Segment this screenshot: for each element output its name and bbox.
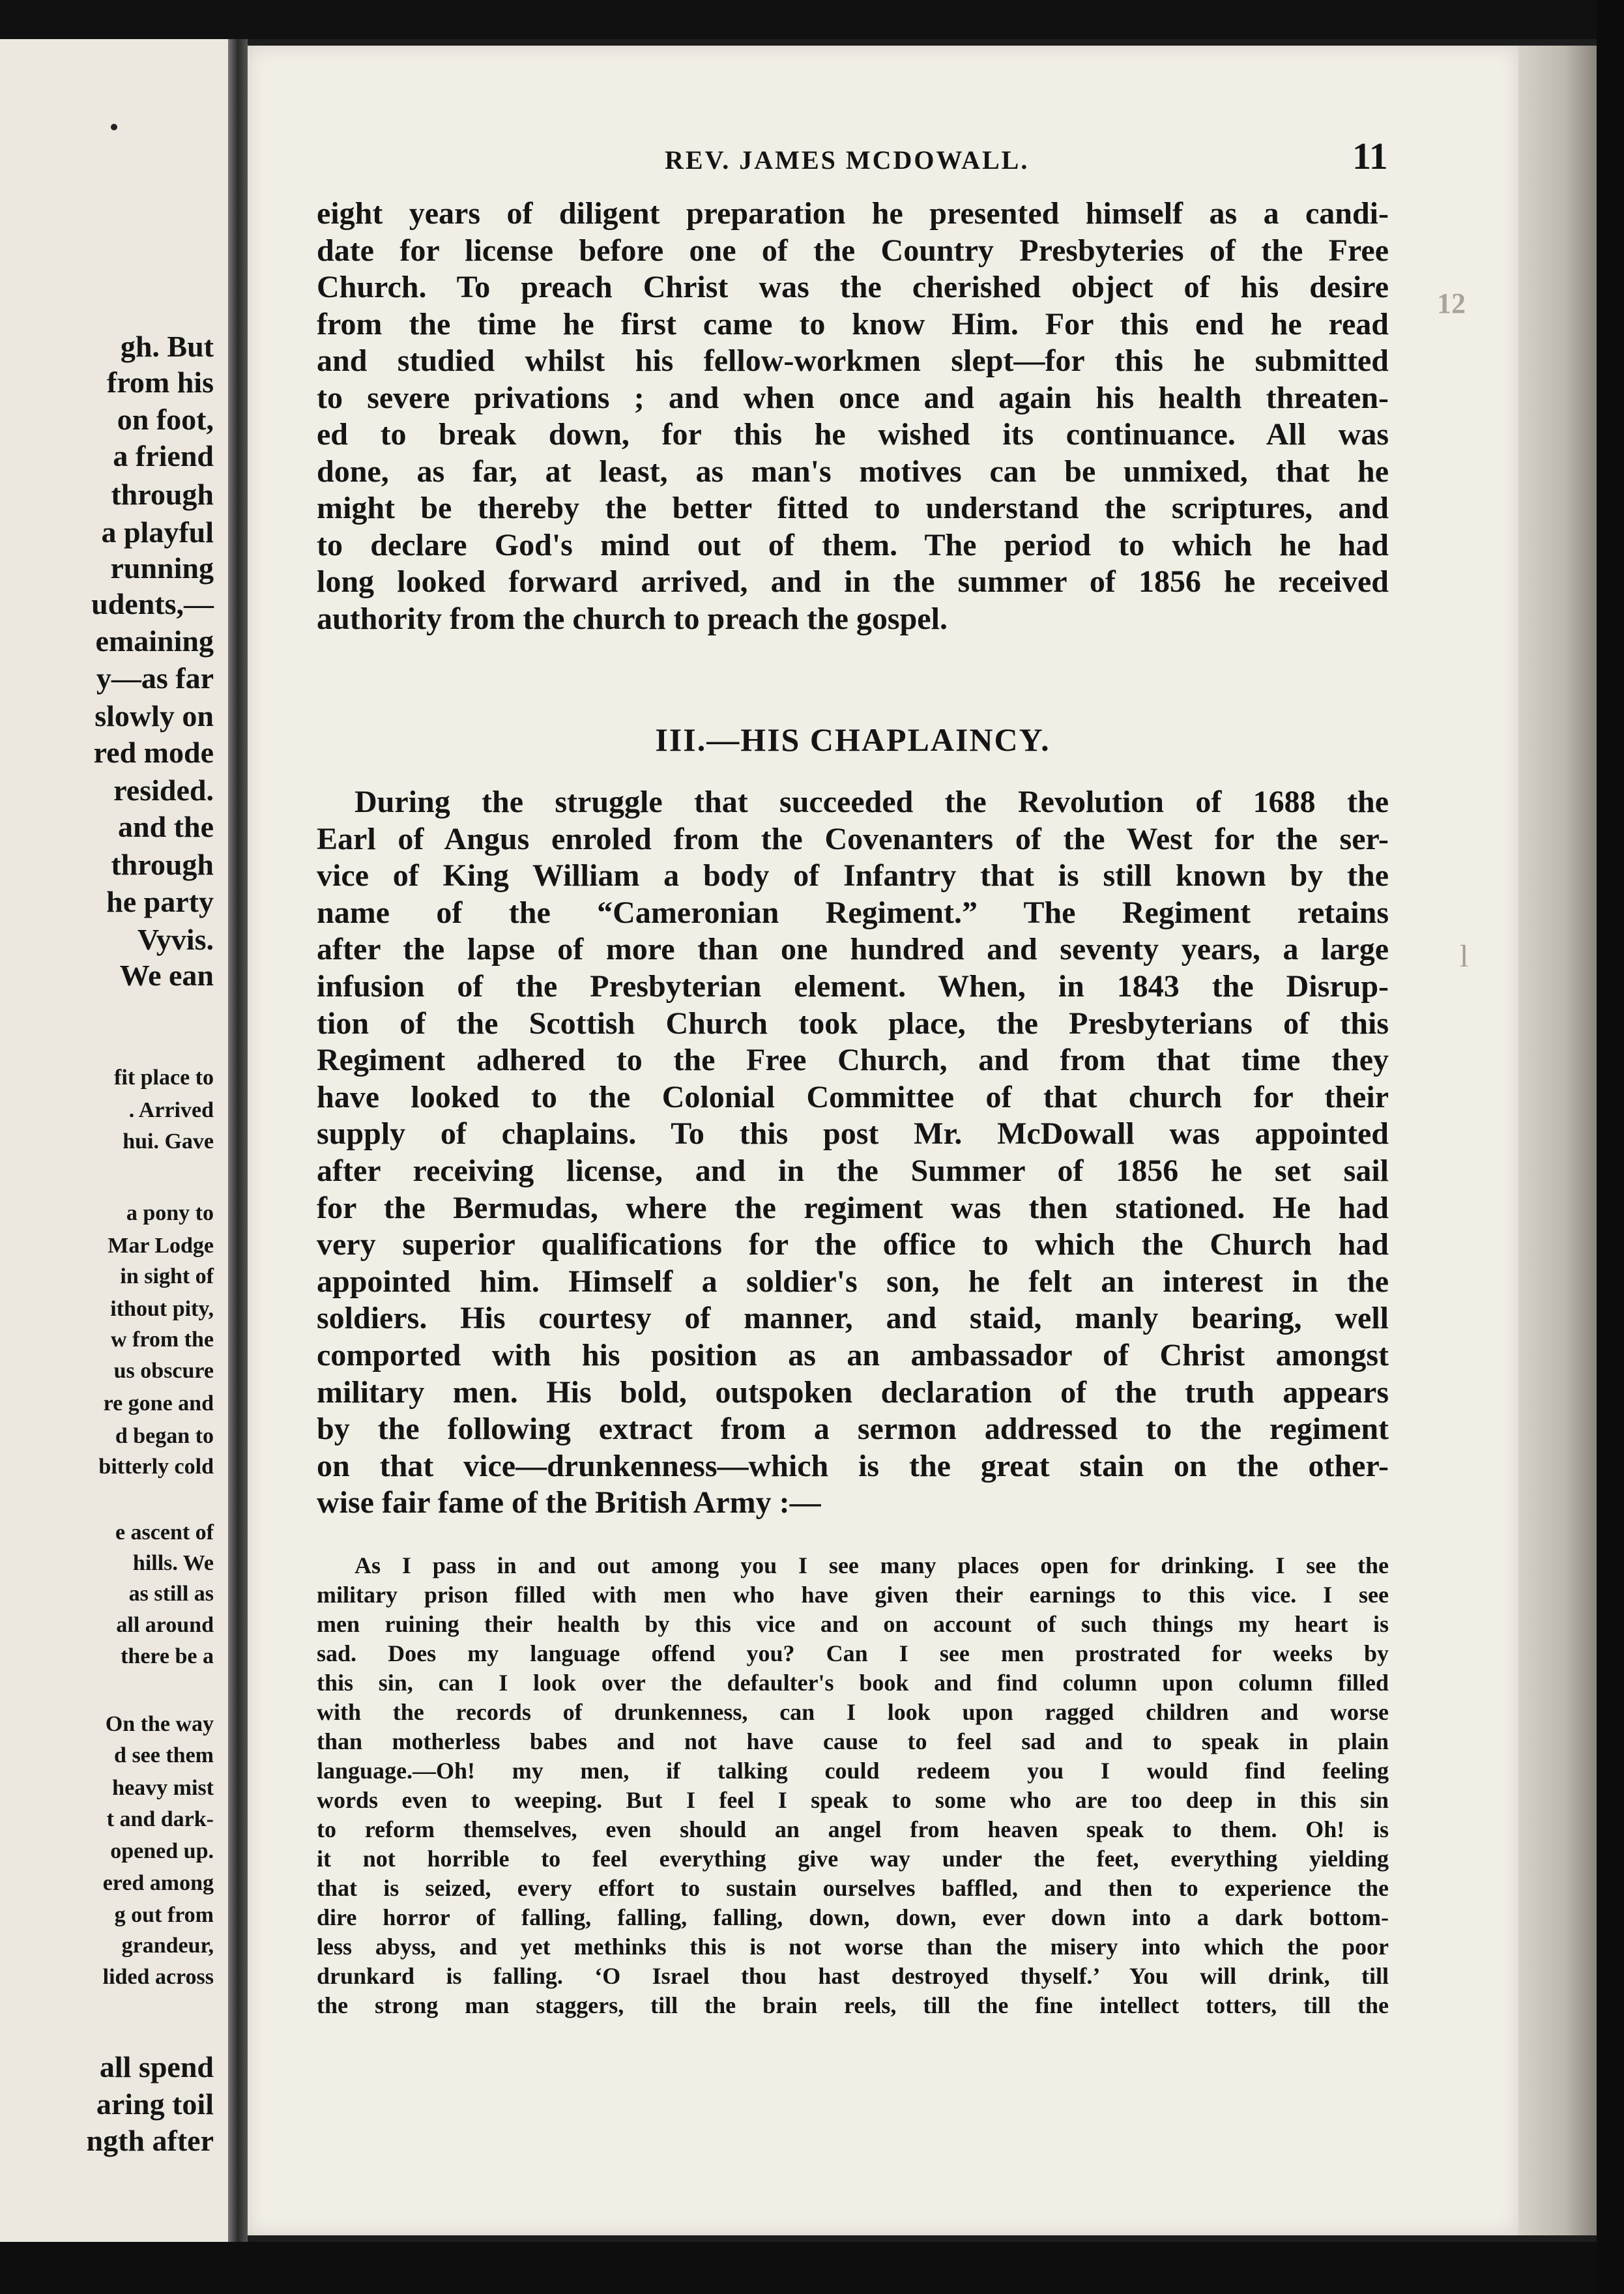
quote-line: the strong man staggers, till the brain reels, till the fine intellect totters, till the xyxy=(317,1992,1389,2018)
text-line: to severe privations ; and when once and again his health threaten- xyxy=(317,380,1389,415)
text-line: date for license before one of the Country Presbyteries of the Free xyxy=(317,233,1389,268)
previous-page-line: ithout pity, xyxy=(110,1297,214,1321)
quote-line: with the records of drunkenness, can I look upon ragged children and worse xyxy=(317,1699,1389,1725)
intro-paragraph xyxy=(317,196,1389,637)
quote-line: less abyss, and yet methinks this is not worse than the misery into which the poor xyxy=(317,1934,1389,1960)
previous-page-line: he party xyxy=(106,885,214,918)
text-line: long looked forward arrived, and in the summer of 1856 he received xyxy=(317,564,1389,599)
previous-page-line: hills. We xyxy=(132,1551,214,1575)
previous-page-line: d began to xyxy=(115,1424,214,1448)
previous-page-line: ered among xyxy=(102,1871,214,1895)
quote-line: dire horror of falling, falling, falling, down, down, ever down into a dark bottom- xyxy=(317,1904,1389,1930)
text-line: eight years of diligent preparation he presented himself as a candi- xyxy=(317,196,1389,231)
previous-page-line: us obscure xyxy=(113,1359,214,1383)
text-line: authority from the church to preach the gospel. xyxy=(317,601,948,636)
page-edge xyxy=(1518,46,1597,2235)
text-line: Church. To preach Christ was the cherished object of his desire xyxy=(317,270,1389,304)
text-line: military men. His bold, outspoken declaration of the truth appears xyxy=(317,1374,1389,1410)
previous-page-line: in sight of xyxy=(120,1264,214,1288)
quote-line: it not horrible to feel everything give way under the feet, everything yielding xyxy=(317,1846,1389,1872)
previous-page-line: Vyvis. xyxy=(137,923,214,956)
text-line: from the time he first came to know Him. For this end he read xyxy=(317,306,1389,341)
previous-page-line: re gone and xyxy=(103,1391,214,1416)
previous-page-line: grandeur, xyxy=(121,1934,214,1958)
running-head: REV. JAMES MCDOWALL. xyxy=(665,145,1030,175)
bleed-through-number: 12 xyxy=(1437,287,1466,319)
quote-line: drunkard is falling. ‘O Israel thou hast destroyed thyself.’ You will drink, till xyxy=(317,1963,1389,1989)
previous-page-line: a pony to xyxy=(126,1201,214,1225)
chaplaincy-paragraph xyxy=(317,784,1389,1522)
previous-page-line: through xyxy=(111,848,214,881)
previous-page-line: opened up. xyxy=(110,1839,214,1863)
text-line: and studied whilst his fellow-workmen slept—for this he submitted xyxy=(317,343,1389,378)
quote-line: this sin, can I look over the defaulter's book and find column upon column filled xyxy=(317,1670,1389,1696)
previous-page-line: . Arrived xyxy=(128,1098,214,1122)
text-line: tion of the Scottish Church took place, the Presbyterians of this xyxy=(317,1006,1389,1041)
text-line: after the lapse of more than one hundred and seventy years, a large xyxy=(317,932,1389,967)
previous-page-line: hui. Gave xyxy=(123,1129,214,1154)
text-line: have looked to the Colonial Committee of that church for their xyxy=(317,1079,1389,1114)
text-line: During the struggle that succeeded the Revolution of 1688 the xyxy=(355,785,1389,819)
quote-line: men ruining their health by this vice and on account of such things my heart is xyxy=(317,1611,1389,1637)
previous-page-line: and the xyxy=(118,810,214,843)
previous-page-line: on foot, xyxy=(117,403,214,436)
quote-line: to reform themselves, even should an angel from heaven speak to them. Oh! is xyxy=(317,1816,1389,1842)
previous-page-line: through xyxy=(111,478,214,511)
text-line: Earl of Angus enroled from the Covenanters of the West for the ser- xyxy=(317,821,1389,856)
text-line: done, as far, at least, as man's motives can be unmixed, that he xyxy=(317,454,1389,489)
previous-page-line: red mode xyxy=(93,736,214,769)
previous-page-line: a playful xyxy=(101,515,214,549)
previous-page-line: t and dark- xyxy=(106,1807,214,1831)
previous-page-line: resided. xyxy=(113,774,214,807)
text-line: supply of chaplains. To this post Mr. McDowall was appointed xyxy=(317,1116,1389,1152)
quote-line: that is seized, every effort to sustain ourselves baffled, and then to experience the xyxy=(317,1875,1389,1901)
quote-line: words even to weeping. But I feel I speak to some who are too deep in this sin xyxy=(317,1787,1389,1813)
text-line: on that vice—drunkenness—which is the great stain on the other- xyxy=(317,1448,1389,1483)
previous-page-line: gh. But xyxy=(120,330,214,363)
previous-page-line: fit place to xyxy=(114,1066,214,1090)
text-line: very superior qualifications for the office to which the Church had xyxy=(317,1227,1389,1262)
previous-page-line: heavy mist xyxy=(112,1776,214,1800)
section-heading: III.—HIS CHAPLAINCY. xyxy=(655,721,1051,758)
previous-page-line: all spend xyxy=(99,2050,214,2083)
text-line: appointed him. Himself a soldier's son, he felt an interest in the xyxy=(317,1264,1389,1299)
previous-page-line: udents,— xyxy=(91,587,214,620)
previous-page-line: On the way xyxy=(105,1712,214,1736)
quote-line: than motherless babes and not have cause to feel sad and to speak in plain xyxy=(317,1728,1389,1754)
previous-page-line: running xyxy=(110,551,214,585)
quote-line: sad. Does my language offend you? Can I see men prostrated for weeks by xyxy=(317,1640,1389,1666)
previous-page-line: bitterly cold xyxy=(98,1455,214,1479)
previous-page-line: d see them xyxy=(114,1743,214,1767)
text-line: Regiment adhered to the Free Church, and from that time they xyxy=(317,1043,1389,1078)
text-line: to declare God's mind out of them. The period to which he had xyxy=(317,527,1389,562)
sermon-extract xyxy=(317,1551,1389,2020)
text-line: might be thereby the better fitted to understand the scriptures, and xyxy=(317,491,1389,525)
previous-page-line: We ean xyxy=(119,959,214,992)
text-line: soldiers. His courtesy of manner, and staid, manly bearing, well xyxy=(317,1301,1389,1336)
quote-line: military prison filled with men who have given their earnings to this vice. I see xyxy=(317,1582,1389,1608)
text-line: comported with his position as an ambassador of Christ amongst xyxy=(317,1337,1389,1372)
previous-page-line: there be a xyxy=(121,1644,214,1668)
previous-page-line: as still as xyxy=(128,1582,214,1606)
speck xyxy=(111,124,117,130)
previous-page-line: w from the xyxy=(111,1328,214,1352)
quote-line: As I pass in and out among you I see many places open for drinking. I see the xyxy=(355,1552,1389,1578)
previous-page-line: g out from xyxy=(114,1903,214,1927)
text-line: wise fair fame of the British Army :— xyxy=(317,1485,821,1520)
previous-page-line: slowly on xyxy=(94,699,214,733)
film-margin-top xyxy=(0,0,1624,39)
previous-page-line: aring toil xyxy=(96,2087,214,2121)
previous-page-line: y—as far xyxy=(96,661,214,695)
text-line: infusion of the Presbyterian element. When, in 1843 the Disrup- xyxy=(317,968,1389,1004)
text-line: after receiving license, and in the Summer of 1856 he set sail xyxy=(317,1153,1389,1188)
previous-page-fragment xyxy=(0,39,228,2242)
previous-page-line: a friend xyxy=(113,439,214,472)
previous-page-line: all around xyxy=(116,1613,214,1637)
previous-page-line: Mar Lodge xyxy=(108,1234,214,1258)
text-line: by the following extract from a sermon addressed to the regiment xyxy=(317,1412,1389,1447)
quote-line: language.—Oh! my men, if talking could redeem you I would find feeling xyxy=(317,1758,1389,1784)
text-line: name of the “Cameronian Regiment.” The Regiment retains xyxy=(317,895,1389,930)
bleed-through-letter: l xyxy=(1460,939,1469,974)
page-number: 11 xyxy=(1352,135,1388,177)
text-line: vice of King William a body of Infantry that is still known by the xyxy=(317,858,1389,893)
book-gutter xyxy=(228,39,248,2242)
film-margin-bottom xyxy=(0,2242,1624,2294)
text-line: ed to break down, for this he wished its continuance. All was xyxy=(317,417,1389,452)
previous-page-line: lided across xyxy=(102,1965,214,1989)
film-margin-right xyxy=(1597,0,1624,2294)
text-line: for the Bermudas, where the regiment was then stationed. He had xyxy=(317,1190,1389,1225)
previous-page-line: emaining xyxy=(95,624,214,658)
previous-page-line: from his xyxy=(107,366,214,399)
previous-page-line: e ascent of xyxy=(115,1520,214,1545)
previous-page-line: ngth after xyxy=(86,2124,214,2157)
